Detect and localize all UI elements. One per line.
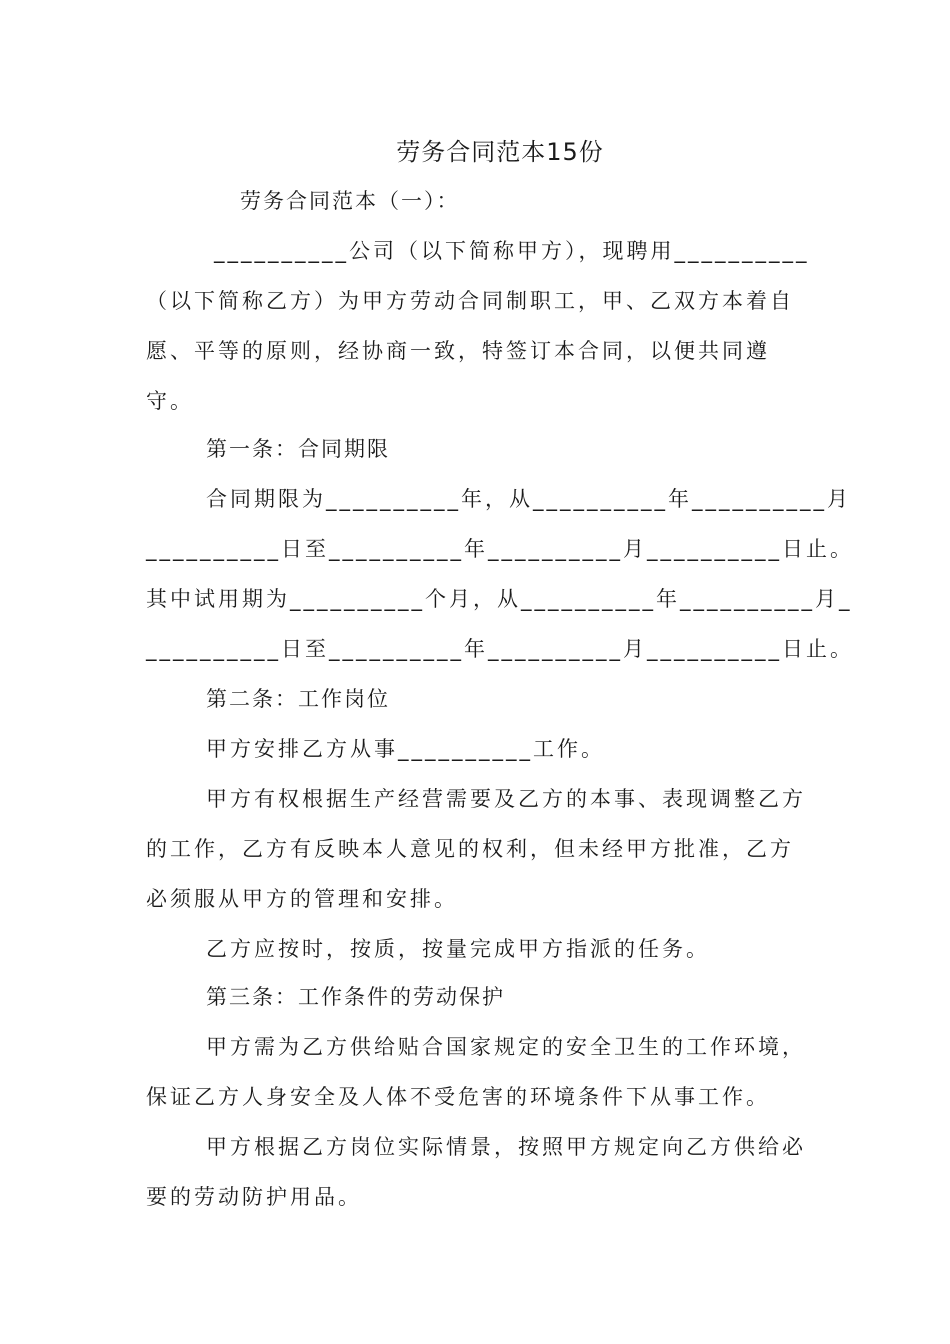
paragraph-line-1: __________公司（以下简称甲方），现聘用__________ [214, 239, 810, 263]
position-line-1: 甲方安排乙方从事__________工作。 [206, 737, 605, 761]
section-heading: 劳务合同范本（一）： [240, 189, 460, 213]
position-line-4: 必须服从甲方的管理和安排。 [146, 887, 458, 911]
article-2-heading: 第二条：工作岗位 [206, 687, 390, 711]
protection-line-3: 甲方根据乙方岗位实际情景，按照甲方规定向乙方供给必 [206, 1135, 806, 1159]
protection-line-2: 保证乙方人身安全及人体不受危害的环境条件下从事工作。 [146, 1085, 770, 1109]
paragraph-line-2: （以下简称乙方）为甲方劳动合同制职工，甲、乙双方本着自 [146, 289, 794, 313]
position-line-5: 乙方应按时，按质，按量完成甲方指派的任务。 [206, 937, 710, 961]
paragraph-line-3: 愿、平等的原则，经协商一致，特签订本合同，以便共同遵 [146, 339, 770, 363]
protection-line-4: 要的劳动防护用品。 [146, 1185, 362, 1209]
position-line-2: 甲方有权根据生产经营需要及乙方的本事、表现调整乙方 [206, 787, 806, 811]
article-3-heading: 第三条：工作条件的劳动保护 [206, 985, 505, 1009]
term-line-4: __________日至__________年__________月__________日止。 [146, 637, 854, 661]
paragraph-line-4: 守。 [146, 389, 194, 413]
position-line-3: 的工作，乙方有反映本人意见的权利，但未经甲方批准，乙方 [146, 837, 794, 861]
article-1-heading: 第一条：合同期限 [206, 437, 390, 461]
term-line-2: __________日至__________年__________月__________日止。 [146, 537, 854, 561]
term-line-3: 其中试用期为__________个月，从__________年__________月_ [146, 587, 853, 611]
document-title: 劳务合同范本15份 [396, 138, 604, 166]
term-line-1: 合同期限为__________年，从__________年__________月 [206, 487, 851, 511]
protection-line-1: 甲方需为乙方供给贴合国家规定的安全卫生的工作环境， [206, 1035, 806, 1059]
